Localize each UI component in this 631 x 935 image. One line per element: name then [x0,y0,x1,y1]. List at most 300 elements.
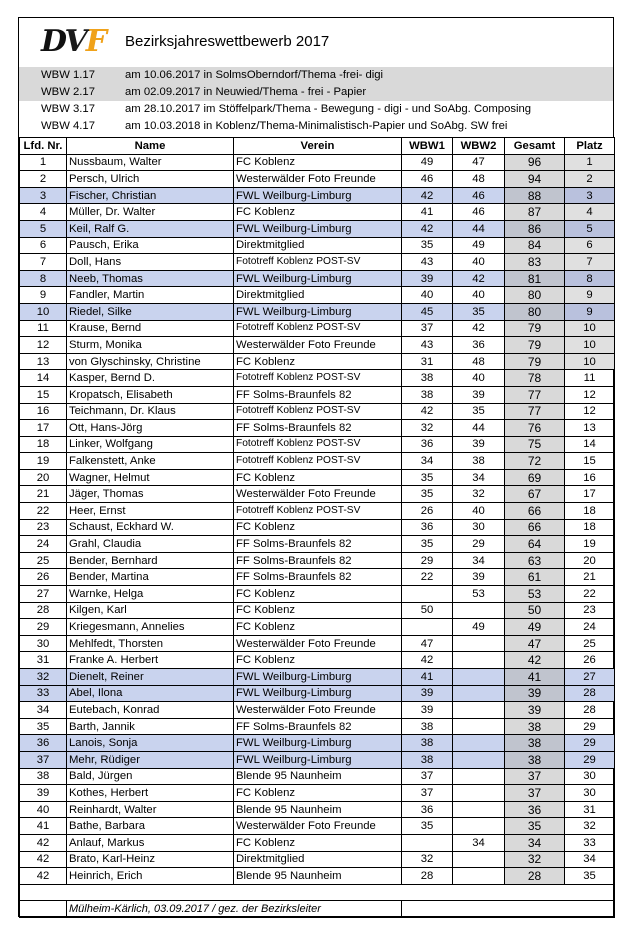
cell-nr: 10 [20,303,67,320]
cell-wbw2: 53 [453,586,505,603]
round-code: WBW 2.17 [41,86,95,98]
cell-platz: 34 [565,851,615,868]
dvf-logo: DVF [41,24,106,59]
cell-wbw1: 50 [402,602,453,619]
cell-nr: 8 [20,270,67,287]
cell-platz: 16 [565,469,615,486]
round-desc: am 02.09.2017 in Neuwied/Thema - frei - Papier [125,86,367,98]
cell-gesamt: 38 [505,718,565,735]
cell-wbw1: 37 [402,785,453,802]
cell-wbw1: 49 [402,154,453,171]
cell-wbw1 [402,619,453,636]
cell-wbw1: 38 [402,751,453,768]
cell-verein: FC Koblenz [234,619,402,636]
cell-platz: 8 [565,270,615,287]
cell-gesamt: 75 [505,436,565,453]
cell-name: Bald, Jürgen [67,768,234,785]
cell-platz: 33 [565,834,615,851]
cell-wbw1: 37 [402,768,453,785]
cell-verein: Fototreff Koblenz POST-SV [234,403,402,420]
table-row [20,171,615,188]
cell-name: Pausch, Erika [67,237,234,254]
cell-name: Heer, Ernst [67,503,234,520]
col-header-gesamt: Gesamt [505,138,565,155]
round-desc: am 28.10.2017 im Stöffelpark/Thema - Bewegung - digi - und SoAbg. Composing [125,103,532,115]
cell-wbw1: 38 [402,718,453,735]
results-sheet [18,17,614,917]
cell-wbw1: 47 [402,635,453,652]
cell-wbw1: 42 [402,403,453,420]
table-row [20,519,615,536]
cell-gesamt: 84 [505,237,565,254]
cell-wbw2 [453,785,505,802]
cell-wbw2: 29 [453,536,505,553]
cell-wbw1: 38 [402,386,453,403]
table-row [20,154,615,171]
cell-nr: 1 [20,154,67,171]
cell-wbw2 [453,635,505,652]
table-row [20,353,615,370]
cell-gesamt: 79 [505,320,565,337]
cell-name: Teichmann, Dr. Klaus [67,403,234,420]
cell-wbw2: 49 [453,237,505,254]
cell-wbw2: 40 [453,503,505,520]
cell-wbw2: 34 [453,552,505,569]
cell-platz: 35 [565,868,615,885]
cell-wbw1: 36 [402,519,453,536]
cell-gesamt: 47 [505,635,565,652]
table-row [20,552,615,569]
cell-nr: 42 [20,868,67,885]
cell-name: Ott, Hans-Jörg [67,420,234,437]
table-row [20,187,615,204]
cell-nr: 15 [20,386,67,403]
cell-wbw1: 42 [402,187,453,204]
cell-platz: 9 [565,287,615,304]
cell-platz: 15 [565,453,615,470]
cell-verein: Fototreff Koblenz POST-SV [234,503,402,520]
table-row [20,818,615,835]
cell-gesamt: 61 [505,569,565,586]
cell-platz: 30 [565,785,615,802]
cell-name: Abel, Ilona [67,685,234,702]
cell-gesamt: 77 [505,403,565,420]
cell-wbw2 [453,851,505,868]
cell-platz: 22 [565,586,615,603]
cell-gesamt: 38 [505,735,565,752]
cell-gesamt: 86 [505,220,565,237]
cell-gesamt: 49 [505,619,565,636]
results-table [19,137,615,918]
cell-nr: 5 [20,220,67,237]
col-header-name: Name [67,138,234,155]
cell-wbw2: 38 [453,453,505,470]
cell-platz: 28 [565,685,615,702]
table-row [20,237,615,254]
cell-platz: 5 [565,220,615,237]
cell-name: Bender, Bernhard [67,552,234,569]
round-code: WBW 4.17 [41,120,95,132]
cell-verein: FC Koblenz [234,834,402,851]
cell-nr: 24 [20,536,67,553]
cell-verein: FC Koblenz [234,586,402,603]
cell-verein: Fototreff Koblenz POST-SV [234,320,402,337]
cell-gesamt: 34 [505,834,565,851]
cell-verein: Fototreff Koblenz POST-SV [234,254,402,271]
cell-nr: 32 [20,669,67,686]
cell-gesamt: 87 [505,204,565,221]
table-row [20,303,615,320]
cell-platz: 12 [565,403,615,420]
cell-gesamt: 32 [505,851,565,868]
cell-verein: Direktmitglied [234,237,402,254]
cell-verein: FF Solms-Braunfels 82 [234,536,402,553]
cell-wbw1: 39 [402,270,453,287]
cell-verein: FF Solms-Braunfels 82 [234,386,402,403]
cell-platz: 3 [565,187,615,204]
cell-gesamt: 88 [505,187,565,204]
cell-wbw1: 45 [402,303,453,320]
cell-gesamt: 72 [505,453,565,470]
cell-name: Reinhardt, Walter [67,801,234,818]
cell-name: Bender, Martina [67,569,234,586]
cell-wbw2: 36 [453,337,505,354]
cell-name: Nussbaum, Walter [67,154,234,171]
cell-gesamt: 37 [505,768,565,785]
cell-wbw2: 30 [453,519,505,536]
cell-platz: 7 [565,254,615,271]
cell-wbw1: 35 [402,486,453,503]
table-row [20,204,615,221]
cell-gesamt: 83 [505,254,565,271]
cell-platz: 10 [565,337,615,354]
cell-name: Franke A. Herbert [67,652,234,669]
cell-gesamt: 66 [505,519,565,536]
cell-wbw2 [453,669,505,686]
cell-wbw2: 34 [453,834,505,851]
cell-nr: 25 [20,552,67,569]
cell-nr: 28 [20,602,67,619]
table-row [20,469,615,486]
cell-name: Eutebach, Konrad [67,702,234,719]
cell-verein: FWL Weilburg-Limburg [234,751,402,768]
cell-name: Heinrich, Erich [67,868,234,885]
cell-platz: 31 [565,801,615,818]
cell-name: Falkenstett, Anke [67,453,234,470]
cell-verein: FWL Weilburg-Limburg [234,669,402,686]
cell-nr: 16 [20,403,67,420]
cell-platz: 29 [565,735,615,752]
cell-platz: 11 [565,370,615,387]
cell-verein: Blende 95 Naunheim [234,768,402,785]
round-row [19,67,613,84]
cell-platz: 30 [565,768,615,785]
cell-wbw1: 34 [402,453,453,470]
table-row [20,569,615,586]
table-row [20,834,615,851]
cell-nr: 22 [20,503,67,520]
cell-name: Mehr, Rüdiger [67,751,234,768]
cell-name: Krause, Bernd [67,320,234,337]
table-row [20,287,615,304]
cell-platz: 13 [565,420,615,437]
cell-nr: 26 [20,569,67,586]
cell-name: Jäger, Thomas [67,486,234,503]
cell-verein: FC Koblenz [234,785,402,802]
table-row [20,420,615,437]
cell-name: Mehlfedt, Thorsten [67,635,234,652]
cell-wbw2: 48 [453,171,505,188]
cell-platz: 18 [565,503,615,520]
cell-nr: 41 [20,818,67,835]
cell-name: Sturm, Monika [67,337,234,354]
cell-platz: 6 [565,237,615,254]
cell-gesamt: 37 [505,785,565,802]
cell-wbw1: 35 [402,536,453,553]
table-row [20,702,615,719]
cell-wbw1: 38 [402,735,453,752]
round-row [19,118,613,135]
cell-gesamt: 36 [505,801,565,818]
cell-platz: 21 [565,569,615,586]
cell-nr: 34 [20,702,67,719]
cell-wbw2: 32 [453,486,505,503]
table-row [20,254,615,271]
cell-nr: 9 [20,287,67,304]
table-row [20,220,615,237]
cell-wbw1: 37 [402,320,453,337]
cell-gesamt: 80 [505,287,565,304]
cell-nr: 4 [20,204,67,221]
cell-wbw1: 32 [402,851,453,868]
cell-nr: 31 [20,652,67,669]
cell-gesamt: 28 [505,868,565,885]
cell-verein: Fototreff Koblenz POST-SV [234,370,402,387]
cell-verein: FC Koblenz [234,154,402,171]
cell-platz: 20 [565,552,615,569]
cell-wbw2 [453,718,505,735]
cell-wbw1: 29 [402,552,453,569]
cell-verein: Blende 95 Naunheim [234,868,402,885]
table-row [20,801,615,818]
cell-verein: Westerwälder Foto Freunde [234,635,402,652]
cell-name: Kriegesmann, Annelies [67,619,234,636]
table-row [20,403,615,420]
cell-wbw1 [402,586,453,603]
cell-verein: FF Solms-Braunfels 82 [234,718,402,735]
cell-name: Barth, Jannik [67,718,234,735]
table-row [20,652,615,669]
col-header-verein: Verein [234,138,402,155]
cell-name: Keil, Ralf G. [67,220,234,237]
col-header-wbw2: WBW2 [453,138,505,155]
cell-platz: 4 [565,204,615,221]
cell-gesamt: 79 [505,337,565,354]
cell-wbw1: 42 [402,652,453,669]
cell-nr: 42 [20,834,67,851]
cell-platz: 12 [565,386,615,403]
table-row [20,270,615,287]
cell-gesamt: 79 [505,353,565,370]
cell-wbw1: 38 [402,370,453,387]
round-desc: am 10.03.2018 in Koblenz/Thema-Minimalistisch-Papier und SoAbg. SW frei [125,120,508,132]
cell-gesamt: 76 [505,420,565,437]
cell-nr: 30 [20,635,67,652]
cell-nr: 6 [20,237,67,254]
sheet-header [19,18,613,66]
cell-name: Dienelt, Reiner [67,669,234,686]
cell-wbw2 [453,818,505,835]
cell-verein: Fototreff Koblenz POST-SV [234,453,402,470]
cell-wbw2: 44 [453,420,505,437]
cell-nr: 33 [20,685,67,702]
cell-wbw2: 44 [453,220,505,237]
cell-wbw2: 39 [453,569,505,586]
cell-gesamt: 53 [505,586,565,603]
cell-name: Fandler, Martin [67,287,234,304]
table-row [20,536,615,553]
cell-verein: FF Solms-Braunfels 82 [234,569,402,586]
table-row [20,586,615,603]
cell-gesamt: 50 [505,602,565,619]
cell-nr: 14 [20,370,67,387]
cell-verein: Direktmitglied [234,287,402,304]
cell-wbw2: 35 [453,403,505,420]
round-row [19,101,613,118]
cell-gesamt: 42 [505,652,565,669]
cell-wbw2: 40 [453,254,505,271]
cell-gesamt: 38 [505,751,565,768]
cell-gesamt: 69 [505,469,565,486]
cell-platz: 28 [565,702,615,719]
cell-name: Müller, Dr. Walter [67,204,234,221]
round-code: WBW 3.17 [41,103,95,115]
cell-gesamt: 64 [505,536,565,553]
cell-nr: 7 [20,254,67,271]
cell-wbw1: 35 [402,237,453,254]
cell-wbw1: 46 [402,171,453,188]
cell-wbw1: 35 [402,469,453,486]
cell-verein: FWL Weilburg-Limburg [234,220,402,237]
cell-platz: 19 [565,536,615,553]
cell-nr: 19 [20,453,67,470]
cell-platz: 1 [565,154,615,171]
cell-platz: 32 [565,818,615,835]
cell-name: Grahl, Claudia [67,536,234,553]
cell-wbw2 [453,801,505,818]
cell-nr: 17 [20,420,67,437]
cell-name: Linker, Wolfgang [67,436,234,453]
cell-verein: FWL Weilburg-Limburg [234,735,402,752]
cell-platz: 24 [565,619,615,636]
col-header-wbw1: WBW1 [402,138,453,155]
cell-verein: FWL Weilburg-Limburg [234,303,402,320]
cell-name: Brato, Karl-Heinz [67,851,234,868]
table-row [20,868,615,885]
cell-wbw1: 42 [402,220,453,237]
cell-verein: FWL Weilburg-Limburg [234,187,402,204]
cell-nr: 18 [20,436,67,453]
cell-verein: Fototreff Koblenz POST-SV [234,436,402,453]
signature-row [20,901,615,918]
table-row [20,669,615,686]
cell-wbw1: 35 [402,818,453,835]
cell-verein: Westerwälder Foto Freunde [234,702,402,719]
cell-wbw1: 36 [402,801,453,818]
rounds-info [19,67,613,135]
cell-gesamt: 80 [505,303,565,320]
table-header-row [20,138,615,155]
cell-wbw2: 34 [453,469,505,486]
cell-verein: FC Koblenz [234,353,402,370]
cell-verein: FWL Weilburg-Limburg [234,685,402,702]
cell-name: Doll, Hans [67,254,234,271]
cell-wbw2: 39 [453,386,505,403]
cell-verein: FC Koblenz [234,652,402,669]
cell-verein: Westerwälder Foto Freunde [234,818,402,835]
table-row [20,602,615,619]
cell-wbw1: 43 [402,337,453,354]
cell-wbw1: 31 [402,353,453,370]
cell-gesamt: 96 [505,154,565,171]
table-row [20,453,615,470]
table-row [20,851,615,868]
table-row [20,486,615,503]
cell-platz: 27 [565,669,615,686]
table-row [20,751,615,768]
cell-verein: Direktmitglied [234,851,402,868]
cell-wbw1: 40 [402,287,453,304]
cell-verein: FF Solms-Braunfels 82 [234,552,402,569]
cell-wbw2 [453,652,505,669]
cell-platz: 25 [565,635,615,652]
col-header-platz: Platz [565,138,615,155]
cell-gesamt: 63 [505,552,565,569]
cell-wbw1: 39 [402,685,453,702]
cell-wbw1: 39 [402,702,453,719]
page-title: Bezirksjahreswettbewerb 2017 [125,33,330,50]
cell-platz: 23 [565,602,615,619]
cell-wbw1: 43 [402,254,453,271]
cell-verein: Westerwälder Foto Freunde [234,171,402,188]
cell-name: von Glyschinsky, Christine [67,353,234,370]
cell-platz: 26 [565,652,615,669]
table-row [20,619,615,636]
cell-wbw2 [453,702,505,719]
signature: Mülheim-Kärlich, 03.09.2017 / gez. der Bezirksleiter [67,901,402,918]
cell-nr: 11 [20,320,67,337]
cell-platz: 10 [565,320,615,337]
cell-wbw2 [453,602,505,619]
round-code: WBW 1.17 [41,69,95,81]
cell-nr: 42 [20,851,67,868]
cell-name: Neeb, Thomas [67,270,234,287]
cell-verein: Westerwälder Foto Freunde [234,337,402,354]
cell-wbw1: 41 [402,669,453,686]
cell-wbw2: 47 [453,154,505,171]
table-row [20,735,615,752]
cell-gesamt: 94 [505,171,565,188]
cell-verein: FF Solms-Braunfels 82 [234,420,402,437]
cell-platz: 29 [565,718,615,735]
cell-name: Bathe, Barbara [67,818,234,835]
cell-platz: 14 [565,436,615,453]
cell-gesamt: 81 [505,270,565,287]
table-row [20,718,615,735]
cell-verein: Blende 95 Naunheim [234,801,402,818]
cell-wbw2: 48 [453,353,505,370]
cell-wbw1: 22 [402,569,453,586]
